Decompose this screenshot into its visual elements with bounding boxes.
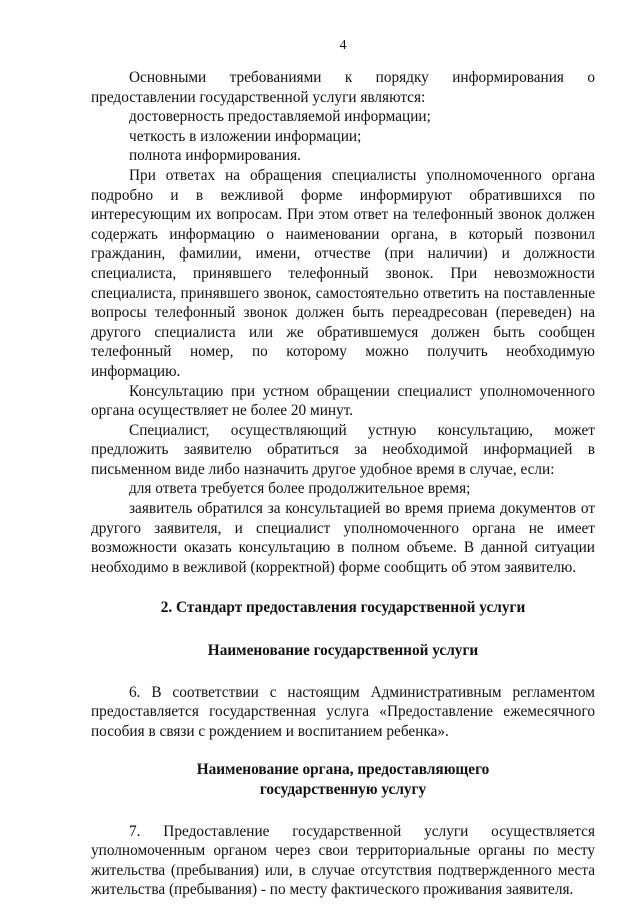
subsection-heading-org-line2: государственную услугу — [259, 781, 427, 798]
requirement-item: четкость в изложении информации; — [129, 127, 362, 145]
case-item: для ответа требуется более продолжительное время; — [129, 480, 471, 498]
requirement-item: достоверность предоставляемой информации; — [129, 108, 431, 126]
paragraph-requirements-intro: Основными требованиями к порядку информирования о предоставлении государственной услуги являются: — [91, 69, 595, 106]
section-heading: 2. Стандарт предоставления государственной услуги — [160, 599, 526, 617]
paragraph-consultation-offer: Специалист, осуществляющий устную консультацию, может предложить заявителю обратиться за необходимой информацией в письменном виде либо назначить другое удобное время в случае, если: — [91, 421, 595, 478]
paragraph-7: 7. Предоставление государственной услуги осуществляется уполномоченным органом через свои территориальные органы по месту жительства (пребывания) или, в случае отсутствия подтвержденного места жительства (пребывания) - по месту фактического проживания заявителя. — [91, 822, 595, 899]
subsection-heading-org-line1: Наименование органа, предоставляющего — [196, 761, 490, 779]
document-body — [91, 68, 595, 900]
paragraph-consultation-time: Консультацию при устном обращении специалист уполномоченного органа осуществляет не более 20 минут. — [91, 382, 595, 420]
case-item: заявитель обратился за консультацией во время приема документов от другого заявителя, и специалист уполномоченного органа не имеет возможности оказать консультацию в полном объеме. В данной ситуации необходимо в вежливой (корректной) форме сообщить об этом заявителю. — [91, 500, 595, 576]
paragraph-6: 6. В соответствии с настоящим Административным регламентом предоставляется государственная услуга «Предоставление ежемесячного пособия в связи с рождением и воспитанием ребенка». — [91, 683, 595, 740]
requirement-item: полнота информирования. — [129, 147, 301, 165]
paragraph-phone-calls: При ответах на обращения специалисты уполномоченного органа подробно и в вежливой форме информируют обратившихся по интересующим их вопросам. При этом ответ на телефонный звонок должен содержать информацию о наименовании органа, в который позвонил гражданин, фамилии, имени, отчестве (при наличии) и должности специалиста, принявшего телефонный звонок. При невозможности специалиста, принявшего звонок, самостоятельно ответить на поставленные вопросы телефонный звонок должен быть переадресован (переведен) на другого специалиста или же обратившемуся должен быть сообщен телефонный номер, по которому можно получить необходимую информацию. — [91, 166, 595, 380]
subsection-heading-service-name: Наименование государственной услуги — [207, 642, 479, 660]
page-number: 4 — [339, 38, 347, 53]
